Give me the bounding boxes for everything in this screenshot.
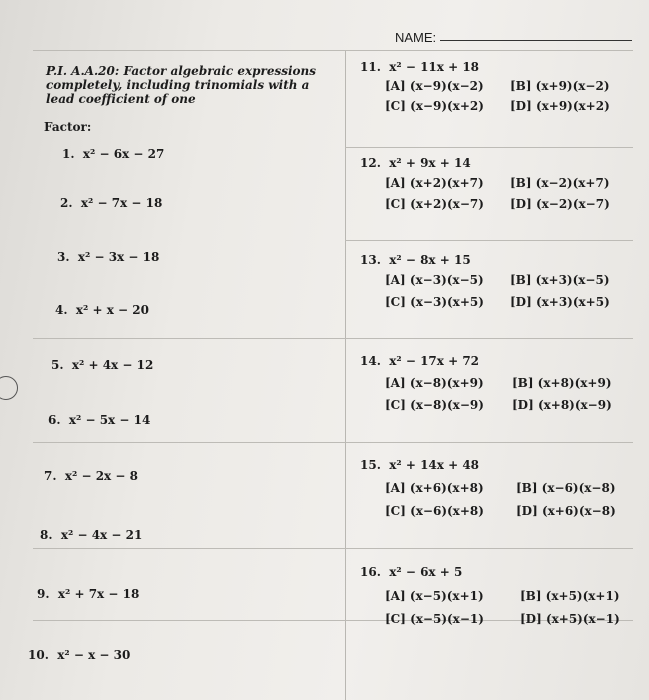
choice-b[interactable]: [B] (x+9)(x−2) bbox=[510, 79, 610, 93]
problem-number: 12. bbox=[360, 156, 381, 170]
problem-number: 6. bbox=[48, 413, 61, 427]
choice-d[interactable]: [D] (x+5)(x−1) bbox=[520, 612, 620, 626]
problem-10 bbox=[28, 648, 130, 662]
problem-expression: x² − 3x − 18 bbox=[77, 250, 160, 264]
problem-expression: x² − 8x + 15 bbox=[389, 253, 471, 267]
problem-number: 10. bbox=[28, 648, 49, 662]
problem-number: 4. bbox=[55, 303, 68, 317]
choice-b[interactable]: [B] (x+3)(x−5) bbox=[510, 273, 610, 287]
problem-1 bbox=[62, 147, 164, 161]
choice-c[interactable]: [C] (x−3)(x+5) bbox=[385, 295, 484, 309]
problem-7 bbox=[44, 469, 138, 483]
problem-expression: x² − 17x + 72 bbox=[389, 354, 480, 368]
problem-expression: x² + 14x + 48 bbox=[389, 458, 480, 472]
problem-expression: x² − 11x + 18 bbox=[389, 60, 480, 74]
problem-number: 13. bbox=[360, 253, 381, 267]
choice-c[interactable]: [C] (x−6)(x+8) bbox=[385, 504, 484, 518]
choice-a[interactable]: [A] (x+2)(x+7) bbox=[385, 176, 484, 190]
problem-number: 14. bbox=[360, 354, 381, 368]
problem-number: 5. bbox=[51, 358, 64, 372]
choice-b[interactable]: [B] (x+5)(x+1) bbox=[520, 589, 620, 603]
problem-13 bbox=[360, 253, 471, 267]
row-divider bbox=[33, 442, 633, 443]
problem-2 bbox=[60, 196, 162, 210]
choice-a[interactable]: [A] (x−3)(x−5) bbox=[385, 273, 484, 287]
problem-expression: x² − 5x − 14 bbox=[68, 413, 151, 427]
choice-a[interactable]: [A] (x−5)(x+1) bbox=[385, 589, 484, 603]
problem-number: 1. bbox=[62, 147, 75, 161]
choice-b[interactable]: [B] (x−2)(x+7) bbox=[510, 176, 610, 190]
row-divider bbox=[33, 338, 633, 339]
problem-9 bbox=[37, 587, 139, 601]
problem-number: 9. bbox=[37, 587, 50, 601]
choice-d[interactable]: [D] (x+8)(x−9) bbox=[512, 398, 612, 412]
choice-d[interactable]: [D] (x+9)(x+2) bbox=[510, 99, 610, 113]
choice-d[interactable]: [D] (x+6)(x−8) bbox=[516, 504, 616, 518]
problem-number: 11. bbox=[360, 60, 381, 74]
problem-expression: x² + x − 20 bbox=[75, 303, 149, 317]
choice-a[interactable]: [A] (x−9)(x−2) bbox=[385, 79, 484, 93]
problem-5 bbox=[51, 358, 153, 372]
choice-d[interactable]: [D] (x+3)(x+5) bbox=[510, 295, 610, 309]
row-divider bbox=[33, 548, 633, 549]
problem-3 bbox=[57, 250, 159, 264]
problem-11 bbox=[360, 60, 479, 74]
problem-number: 8. bbox=[40, 528, 53, 542]
name-input-line[interactable] bbox=[440, 40, 632, 41]
instruction: Factor: bbox=[44, 120, 92, 134]
choice-d[interactable]: [D] (x−2)(x−7) bbox=[510, 197, 610, 211]
choice-c[interactable]: [C] (x−5)(x−1) bbox=[385, 612, 484, 626]
problem-number: 7. bbox=[44, 469, 57, 483]
problem-expression: x² + 4x − 12 bbox=[71, 358, 154, 372]
choice-c[interactable]: [C] (x−8)(x−9) bbox=[385, 398, 484, 412]
problem-8 bbox=[40, 528, 142, 542]
worksheet-title: P.I. A.A.20: Factor algebraic expressions completely, including trinomials with a lead coefficient of one bbox=[46, 64, 317, 106]
problem-expression: x² − 4x − 21 bbox=[60, 528, 143, 542]
problem-12 bbox=[360, 156, 471, 170]
problem-expression: x² − 6x − 27 bbox=[82, 147, 165, 161]
choice-a[interactable]: [A] (x−8)(x+9) bbox=[385, 376, 484, 390]
problem-15 bbox=[360, 458, 479, 472]
problem-6 bbox=[48, 413, 150, 427]
problem-expression: x² − x − 30 bbox=[57, 648, 131, 662]
choice-b[interactable]: [B] (x−6)(x−8) bbox=[516, 481, 616, 495]
problem-number: 15. bbox=[360, 458, 381, 472]
problem-expression: x² − 2x − 8 bbox=[64, 469, 138, 483]
choice-c[interactable]: [C] (x+2)(x−7) bbox=[385, 197, 484, 211]
problem-14 bbox=[360, 354, 479, 368]
row-divider bbox=[345, 147, 633, 148]
row-divider bbox=[33, 50, 633, 51]
choice-b[interactable]: [B] (x+8)(x+9) bbox=[512, 376, 612, 390]
problem-16 bbox=[360, 565, 462, 579]
problem-number: 2. bbox=[60, 196, 73, 210]
problem-expression: x² − 7x − 18 bbox=[80, 196, 163, 210]
choice-a[interactable]: [A] (x+6)(x+8) bbox=[385, 481, 484, 495]
problem-number: 3. bbox=[57, 250, 70, 264]
problem-expression: x² + 7x − 18 bbox=[57, 587, 140, 601]
name-label: NAME: bbox=[395, 30, 437, 45]
problem-expression: x² − 6x + 5 bbox=[389, 565, 463, 579]
problem-4 bbox=[55, 303, 149, 317]
problem-number: 16. bbox=[360, 565, 381, 579]
hole-punch-mark bbox=[0, 376, 18, 400]
problem-expression: x² + 9x + 14 bbox=[389, 156, 471, 170]
choice-c[interactable]: [C] (x−9)(x+2) bbox=[385, 99, 484, 113]
row-divider bbox=[345, 240, 633, 241]
